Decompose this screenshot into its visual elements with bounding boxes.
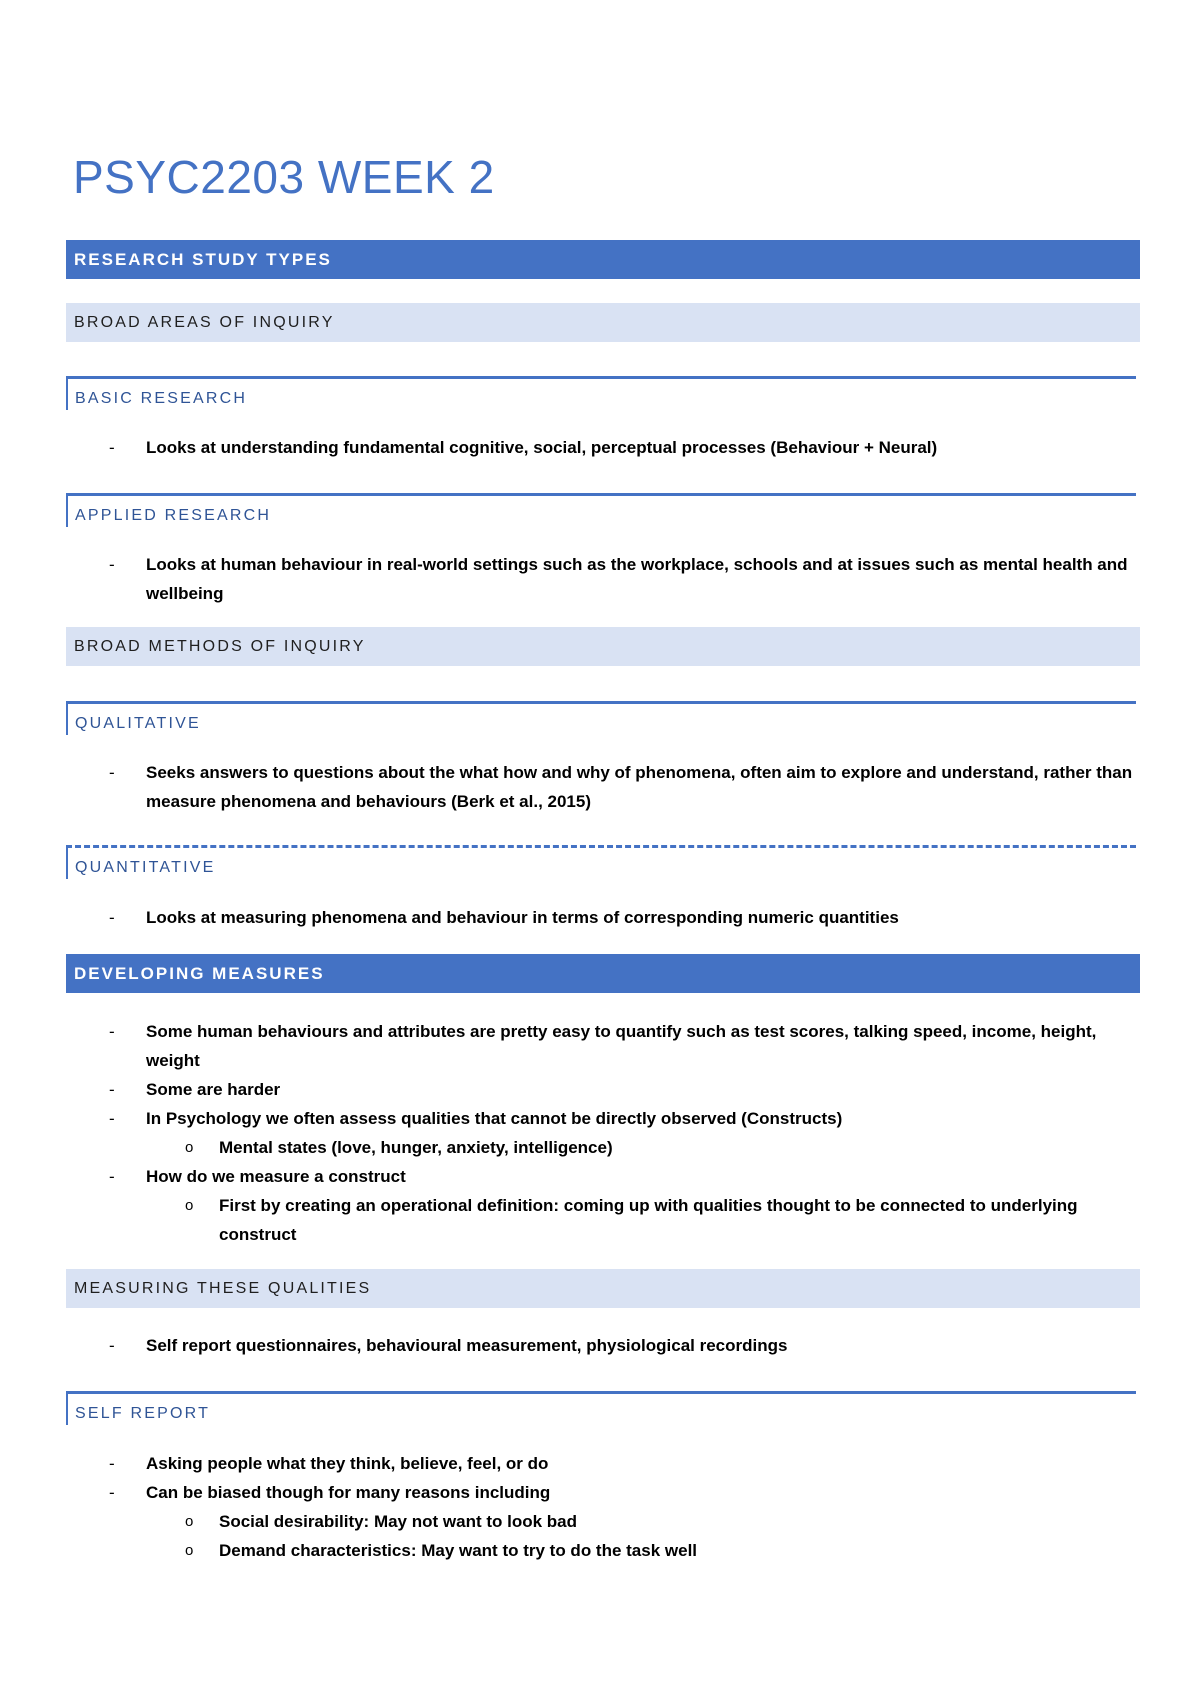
sub-list-item: o First by creating an operational definition: coming up with qualities thought to be connected to underlying construct — [0, 1191, 1200, 1249]
circle-bullet: o — [185, 1542, 194, 1559]
heading-broad-methods-of-inquiry: BROAD METHODS OF INQUIRY — [66, 627, 1140, 666]
sub-list-item: o Demand characteristics: May want to try to do the task well — [0, 1536, 1200, 1565]
dash-bullet: - — [109, 1022, 115, 1041]
measuring-qualities-list — [0, 1331, 1200, 1360]
dash-bullet: - — [109, 1080, 115, 1099]
heading-basic-research — [66, 376, 1136, 410]
list-item: - Can be biased though for many reasons including — [0, 1478, 1200, 1507]
heading-measuring-these-qualities: MEASURING THESE QUALITIES — [66, 1269, 1140, 1308]
applied-research-list — [0, 550, 1200, 608]
circle-bullet: o — [185, 1513, 194, 1530]
circle-bullet: o — [185, 1139, 194, 1156]
list-item: - Looks at human behaviour in real-world settings such as the workplace, schools and at issues such as mental health and wellbeing — [0, 550, 1200, 608]
sub-list-item: o Mental states (love, hunger, anxiety, intelligence) — [0, 1133, 1200, 1162]
dash-bullet: - — [109, 1109, 115, 1128]
heading-qualitative — [66, 701, 1136, 735]
heading-quantitative — [66, 845, 1136, 879]
heading-label: SELF REPORT — [75, 1405, 211, 1422]
list-item: - Some are harder — [0, 1075, 1200, 1104]
heading-label: QUANTITATIVE — [75, 859, 216, 876]
heading-research-study-types: RESEARCH STUDY TYPES — [66, 240, 1140, 279]
list-item: - Looks at measuring phenomena and behaviour in terms of corresponding numeric quantities — [0, 903, 1200, 932]
self-report-list — [0, 1449, 1200, 1565]
dash-bullet: - — [109, 555, 115, 574]
basic-research-list — [0, 433, 1200, 462]
dash-bullet: - — [109, 1336, 115, 1355]
dash-bullet: - — [109, 438, 115, 457]
dash-bullet: - — [109, 763, 115, 782]
sub-list-item: o Social desirability: May not want to look bad — [0, 1507, 1200, 1536]
dash-bullet: - — [109, 1167, 115, 1186]
list-item: - Asking people what they think, believe, feel, or do — [0, 1449, 1200, 1478]
heading-applied-research — [66, 493, 1136, 527]
list-item: - Looks at understanding fundamental cognitive, social, perceptual processes (Behaviour + Neural) — [0, 433, 1200, 462]
dash-bullet: - — [109, 908, 115, 927]
list-item: - How do we measure a construct — [0, 1162, 1200, 1191]
list-item: - In Psychology we often assess qualities that cannot be directly observed (Constructs) — [0, 1104, 1200, 1133]
circle-bullet: o — [185, 1197, 194, 1214]
list-item: - Seeks answers to questions about the what how and why of phenomena, often aim to explore and understand, rather than measure phenomena and behaviours (Berk et al., 2015) — [0, 758, 1200, 816]
developing-measures-list — [0, 1017, 1200, 1249]
page-title: PSYC2203 WEEK 2 — [73, 151, 495, 203]
quantitative-list — [0, 903, 1200, 932]
heading-label: QUALITATIVE — [75, 715, 201, 732]
heading-self-report — [66, 1391, 1136, 1425]
heading-developing-measures: DEVELOPING MEASURES — [66, 954, 1140, 993]
heading-label: APPLIED RESEARCH — [75, 507, 272, 524]
dash-bullet: - — [109, 1454, 115, 1473]
list-item: - Some human behaviours and attributes are pretty easy to quantify such as test scores, talking speed, income, height, weight — [0, 1017, 1200, 1075]
heading-label: BASIC RESEARCH — [75, 390, 248, 407]
dash-bullet: - — [109, 1483, 115, 1502]
qualitative-list — [0, 758, 1200, 816]
list-item: - Self report questionnaires, behavioural measurement, physiological recordings — [0, 1331, 1200, 1360]
heading-broad-areas-of-inquiry: BROAD AREAS OF INQUIRY — [66, 303, 1140, 342]
